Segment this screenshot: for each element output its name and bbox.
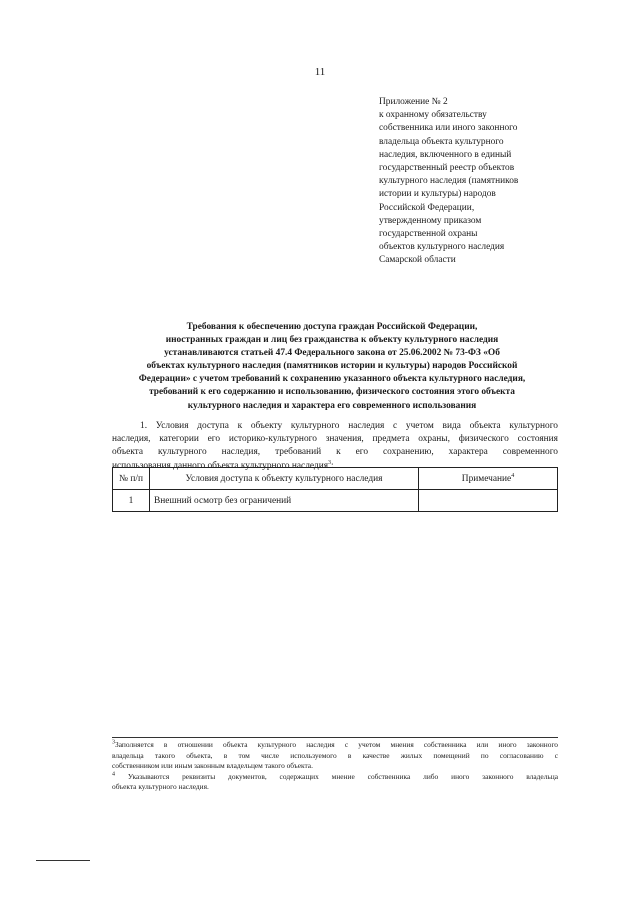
appendix-header: [379, 96, 579, 268]
footnote-4-line: [112, 772, 558, 783]
footnote-ref-4[interactable]: 4: [511, 472, 515, 479]
table-row: [113, 490, 558, 512]
paragraph-line: 1. Условия доступа к объекту культурного наследия с учетом вида объекта культурного: [140, 421, 558, 431]
footnote-mark-4: 4: [112, 771, 115, 778]
footnote-mark-3: 3: [112, 739, 115, 746]
footnote-ref-3[interactable]: 3: [328, 459, 332, 466]
appendix-line: Российской Федерации,: [379, 202, 475, 213]
appendix-line: наследия, включенного в единый: [379, 149, 512, 160]
paragraph-tail: :: [331, 460, 334, 471]
title-line: иностранных граждан и лиц без гражданства к объекту культурного наследия: [165, 335, 499, 346]
footnotes: [112, 740, 558, 793]
appendix-line: объектов культурного наследия: [379, 242, 505, 253]
appendix-line: к охранному обязательству: [379, 110, 487, 121]
appendix-line: владельца объекта культурного: [379, 136, 504, 147]
title-line: культурного наследия и характера его современного использования: [187, 400, 477, 411]
appendix-line: Самарской области: [379, 255, 456, 266]
table-header-row: [113, 468, 558, 490]
title-line: Требования к обеспечению доступа граждан Российской Федерации,: [186, 322, 478, 332]
paragraph-line: использования данного объекта культурного наследия: [112, 460, 329, 471]
appendix-line: государственный реестр объектов: [379, 163, 515, 174]
access-conditions-table: [112, 467, 558, 512]
footnote-text: Указываются реквизиты документов, содержащих мнение собственника либо иного законного владельца: [127, 771, 558, 781]
row-number: 1: [113, 490, 150, 512]
row-conditions: Внешний осмотр без ограничений: [150, 490, 419, 512]
footnote-text: объекта культурного наследия.: [112, 782, 209, 792]
access-conditions-paragraph: [112, 420, 558, 473]
appendix-line: утвержденному приказом: [379, 215, 482, 226]
footnote-3-line: [112, 740, 558, 751]
header-number: № п/п: [113, 468, 150, 490]
footnote-text: собственником или иным законным владельцем такого объекта.: [112, 761, 313, 771]
document-title: [108, 321, 556, 413]
appendix-line: Приложение № 2: [379, 97, 448, 107]
appendix-line: государственной охраны: [379, 229, 478, 240]
footnote-separator: [112, 737, 558, 738]
page-number: 11: [314, 66, 326, 78]
title-line: устанавливаются статьей 47.4 Федерального закона от 25.06.2002 № 73-ФЗ «Об: [164, 348, 500, 359]
paragraph-line: объекта культурного наследия, требований к его сохранению, характера современного: [112, 447, 558, 458]
appendix-line: культурного наследия (памятников: [379, 176, 519, 187]
title-line: Федерации» с учетом требований к сохранению указанного объекта культурного наследия,: [138, 374, 526, 385]
page-bottom-mark: [36, 860, 90, 861]
appendix-line: собственника или иного законного: [379, 123, 518, 134]
title-line: требований к его содержанию и использованию, физического состояния этого объекта: [149, 387, 515, 398]
title-line: объектах культурного наследия (памятников истории и культуры) народов Российской: [146, 361, 518, 372]
paragraph-line: наследия, категории его историко-культурного значения, предмета охраны, физического состояния: [112, 434, 558, 445]
row-note: [419, 490, 558, 512]
header-note-label: Примечание: [461, 473, 512, 484]
header-note: [419, 468, 558, 490]
appendix-line: истории и культуры) народов: [379, 189, 496, 200]
footnote-text: Заполняется в отношении объекта культурного наследия с учетом мнения собственника или иного законного: [115, 740, 558, 749]
footnote-text: владельца такого объекта, в том числе используемого в качестве жилых помещений по согласованию с: [112, 750, 558, 760]
header-conditions: Условия доступа к объекту культурного наследия: [150, 468, 419, 490]
